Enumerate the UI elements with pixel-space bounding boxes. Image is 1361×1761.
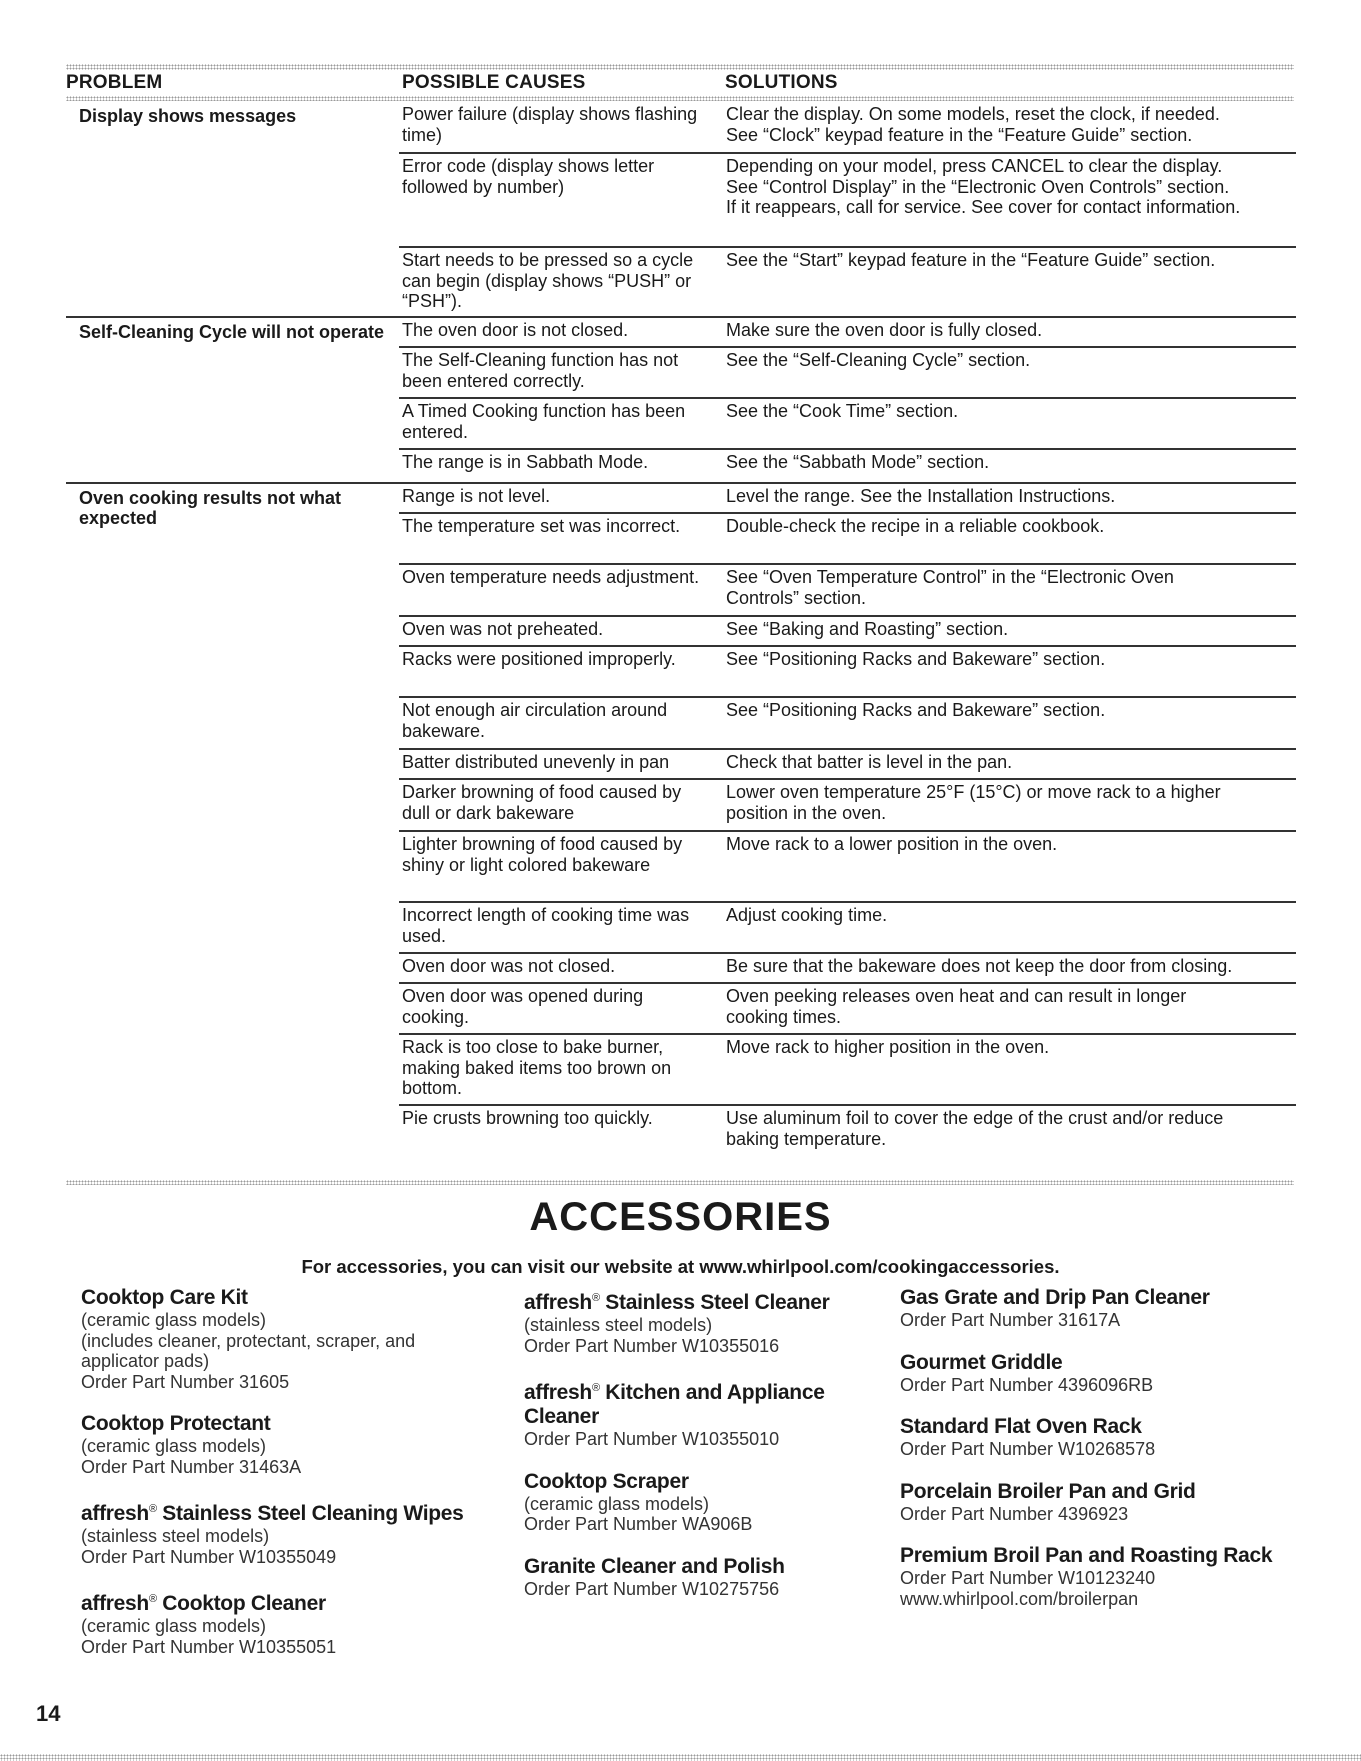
accessory-item (81, 1286, 481, 1392)
accessory-detail: Order Part Number 4396096RB (900, 1374, 1154, 1395)
solution: Depending on your model, press CANCEL to clear the display. See “Control Display” in the “Electronic Oven Controls” section. If it reappears, call for service. See cover for contact information. (726, 156, 1241, 217)
problem-label: Display shows messages (79, 106, 297, 126)
solution: See “Positioning Racks and Bakeware” section. (726, 649, 1106, 669)
solution: Clear the display. On some models, reset the clock, if needed. See “Clock” keypad feature in the “Feature Guide” section. (726, 104, 1220, 145)
accessory-item (81, 1412, 481, 1477)
solution: Level the range. See the Installation Instructions. (726, 486, 1116, 506)
accessory-brand: affresh (81, 1502, 149, 1525)
accessory-name (81, 1286, 481, 1310)
row-divider (399, 1104, 1296, 1106)
possible-cause: The temperature set was incorrect. (402, 516, 681, 536)
solution: Make sure the oven door is fully closed. (726, 320, 1043, 340)
row-divider (399, 397, 1296, 399)
accessory-name (524, 1286, 904, 1315)
possible-cause: The range is in Sabbath Mode. (402, 452, 649, 472)
row-divider (399, 952, 1296, 954)
causes-column-header: POSSIBLE CAUSES (402, 72, 586, 93)
solution: See “Positioning Racks and Bakeware” section. (726, 700, 1106, 720)
registered-mark: ® (148, 1503, 157, 1515)
row-divider (399, 748, 1296, 750)
row-divider (399, 615, 1296, 617)
accessory-detail: (stainless steel models) (81, 1526, 270, 1546)
bottom-dotted-band (0, 1754, 1361, 1761)
accessory-item (81, 1497, 481, 1567)
row-divider (399, 563, 1296, 565)
registered-mark: ® (591, 1382, 600, 1394)
accessory-item (81, 1587, 481, 1657)
registered-mark: ® (148, 1593, 157, 1605)
accessory-detail: Order Part Number W10355016 (524, 1335, 780, 1356)
accessory-item (524, 1286, 904, 1356)
row-divider (399, 696, 1296, 698)
accessory-title: Cooktop Scraper (524, 1469, 689, 1493)
solution: See “Oven Temperature Control” in the “Electronic Oven Controls” section. (726, 567, 1174, 608)
page-number: 14 (36, 1701, 61, 1726)
possible-cause: Incorrect length of cooking time was used. (402, 905, 690, 946)
possible-cause: Start needs to be pressed so a cycle can begin (display shows “PUSH” or “PSH”). (402, 250, 694, 311)
solution: Be sure that the bakeware does not keep the door from closing. (726, 956, 1233, 976)
group-divider (66, 316, 1296, 318)
row-divider (399, 830, 1296, 832)
accessory-name (524, 1376, 904, 1429)
possible-cause: Oven was not preheated. (402, 619, 604, 639)
solution: Move rack to a lower position in the oven. (726, 834, 1058, 854)
accessory-detail: (ceramic glass models) (524, 1493, 710, 1514)
accessory-name (524, 1470, 904, 1494)
accessory-item (900, 1351, 1300, 1396)
accessory-detail: (ceramic glass models) (81, 1616, 267, 1636)
accessory-item (524, 1376, 904, 1450)
accessory-title: Cooktop Care Kit (81, 1286, 248, 1309)
solution: See “Baking and Roasting” section. (726, 619, 1009, 639)
accessory-detail: (ceramic glass models) (81, 1436, 267, 1456)
accessory-detail: Order Part Number 4396923 (900, 1503, 1129, 1524)
possible-cause: Oven temperature needs adjustment. (402, 567, 700, 587)
solution: Adjust cooking time. (726, 905, 888, 925)
possible-cause: Lighter browning of food caused by shiny or light colored bakeware (402, 834, 683, 875)
accessory-detail: Order Part Number 31617A (900, 1310, 1121, 1330)
section-divider-band (66, 1180, 1294, 1185)
accessory-title: Stainless Steel Cleaner (605, 1291, 830, 1314)
accessory-title: Stainless Steel Cleaning Wipes (162, 1502, 464, 1525)
accessory-title: Cooktop Protectant (81, 1412, 271, 1435)
accessory-detail: Order Part Number 31463A (81, 1456, 302, 1477)
accessory-name (900, 1480, 1300, 1504)
problem-label: Self-Cleaning Cycle will not operate (79, 322, 385, 342)
accessory-detail: Order Part Number WA906B (524, 1514, 753, 1534)
solution: See the “Sabbath Mode” section. (726, 452, 990, 472)
possible-cause: Pie crusts browning too quickly. (402, 1108, 653, 1128)
row-divider (399, 982, 1296, 984)
accessory-detail: (ceramic glass models) (81, 1310, 267, 1330)
accessory-title: Gourmet Griddle (900, 1350, 1063, 1374)
top-dotted-band (66, 64, 1294, 70)
solution: Double-check the recipe in a reliable cookbook. (726, 516, 1105, 536)
accessory-item (900, 1544, 1300, 1609)
accessory-name (81, 1587, 481, 1616)
solution: Move rack to higher position in the oven. (726, 1037, 1050, 1057)
problem-column-header: PROBLEM (66, 72, 163, 93)
accessory-item (524, 1555, 904, 1600)
possible-cause: Darker browning of food caused by dull or dark bakeware (402, 782, 682, 823)
solution: Oven peeking releases oven heat and can result in longer cooking times. (726, 986, 1187, 1027)
accessory-name (900, 1415, 1300, 1439)
accessory-item (900, 1480, 1300, 1525)
possible-cause: Oven door was not closed. (402, 956, 616, 976)
accessories-column-middle (524, 1286, 904, 1619)
row-divider (399, 246, 1296, 248)
row-divider (399, 645, 1296, 647)
accessories-subtitle: For accessories, you can visit our website at www.whirlpool.com/cookingaccessories. (301, 1256, 1060, 1277)
solutions-column-header: SOLUTIONS (725, 72, 838, 93)
row-divider (399, 346, 1296, 348)
row-divider (399, 778, 1296, 780)
accessory-name (900, 1544, 1300, 1568)
table-header-row (66, 72, 1296, 96)
accessory-title: Granite Cleaner and Polish (524, 1554, 785, 1578)
accessory-brand: affresh (524, 1291, 592, 1314)
row-divider (399, 152, 1296, 154)
accessory-title: Porcelain Broiler Pan and Grid (900, 1479, 1196, 1503)
solution: Use aluminum foil to cover the edge of the crust and/or reduce baking temperature. (726, 1108, 1224, 1149)
accessory-detail: Order Part Number W10355049 (81, 1546, 337, 1567)
accessory-brand: affresh (524, 1381, 592, 1404)
row-divider (399, 1033, 1296, 1035)
accessory-title: Kitchen and Appliance Cleaner (524, 1381, 825, 1428)
accessory-title: Premium Broil Pan and Roasting Rack (900, 1544, 1273, 1567)
accessory-detail: Order Part Number W10123240 (900, 1568, 1156, 1588)
accessory-detail: (includes cleaner, protectant, scraper, and applicator pads) (81, 1330, 416, 1371)
accessory-item (900, 1415, 1300, 1460)
accessory-name (900, 1351, 1300, 1375)
accessory-title: Cooktop Cleaner (162, 1592, 326, 1615)
possible-cause: Error code (display shows letter followed by number) (402, 156, 655, 197)
possible-cause: Racks were positioned improperly. (402, 649, 676, 669)
accessory-detail: (stainless steel models) (524, 1315, 713, 1335)
group-divider (66, 482, 1296, 484)
accessory-detail: Order Part Number W10268578 (900, 1439, 1156, 1459)
possible-cause: Oven door was opened during cooking. (402, 986, 644, 1027)
solution: See the “Cook Time” section. (726, 401, 959, 421)
accessories-column-right (900, 1286, 1300, 1629)
accessory-detail: www.whirlpool.com/broilerpan (900, 1588, 1139, 1609)
possible-cause: Range is not level. (402, 486, 551, 506)
accessory-name (900, 1286, 1300, 1310)
row-divider (399, 448, 1296, 450)
possible-cause: A Timed Cooking function has been entered. (402, 401, 686, 442)
row-divider (399, 512, 1296, 514)
problem-label: Oven cooking results not what expected (79, 488, 342, 528)
possible-cause: Rack is too close to bake burner, making baked items too brown on bottom. (402, 1037, 672, 1098)
accessory-detail: Order Part Number W10275756 (524, 1578, 780, 1599)
row-divider (399, 901, 1296, 903)
solution: Lower oven temperature 25°F (15°C) or move rack to a higher position in the oven. (726, 782, 1221, 823)
possible-cause: Not enough air circulation around bakeware. (402, 700, 668, 741)
accessory-detail: Order Part Number W10355051 (81, 1636, 337, 1657)
header-dotted-band (66, 96, 1294, 101)
accessory-name (81, 1497, 481, 1526)
possible-cause: The oven door is not closed. (402, 320, 629, 340)
accessory-name (81, 1412, 481, 1436)
possible-cause: Power failure (display shows flashing time) (402, 104, 698, 145)
accessory-title: Standard Flat Oven Rack (900, 1415, 1142, 1438)
accessory-detail: Order Part Number 31605 (81, 1371, 290, 1392)
accessory-item (524, 1470, 904, 1535)
accessory-name (524, 1555, 904, 1579)
possible-cause: The Self-Cleaning function has not been entered correctly. (402, 350, 679, 391)
solution: See the “Start” keypad feature in the “Feature Guide” section. (726, 250, 1216, 270)
possible-cause: Batter distributed unevenly in pan (402, 752, 670, 772)
accessories-title: ACCESSORIES (529, 1195, 832, 1239)
solution: See the “Self-Cleaning Cycle” section. (726, 350, 1031, 370)
accessory-title: Gas Grate and Drip Pan Cleaner (900, 1286, 1210, 1309)
solution: Check that batter is level in the pan. (726, 752, 1013, 772)
accessory-brand: affresh (81, 1592, 149, 1615)
accessory-detail: Order Part Number W10355010 (524, 1429, 780, 1449)
accessory-item (900, 1286, 1300, 1331)
accessories-column-left (81, 1286, 481, 1677)
registered-mark: ® (591, 1292, 600, 1304)
